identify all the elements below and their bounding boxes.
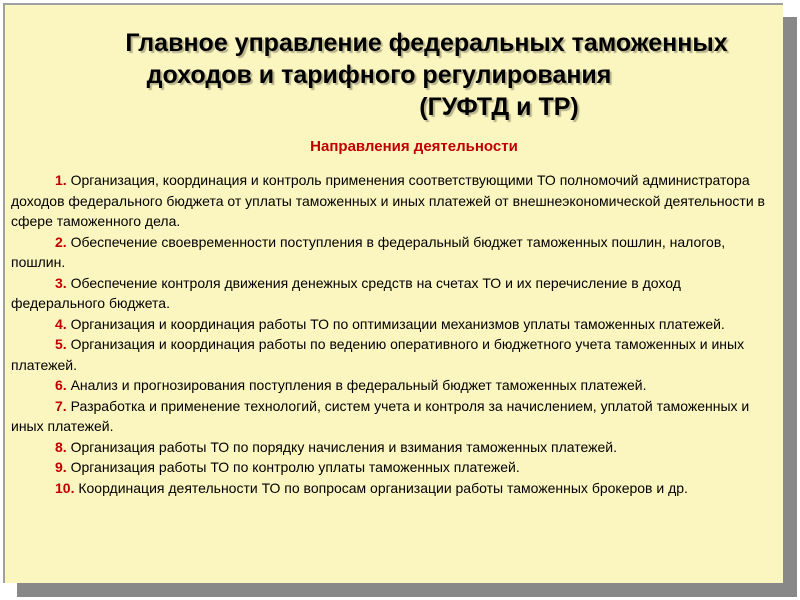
list-item [11,478,777,499]
item-number: 4. [55,315,67,332]
list-item [11,437,777,458]
item-text: Разработка и применение технологий, систем учета и контроля за начислением, уплатой таможенных и иных платежей. [11,397,750,434]
item-number: 10. [55,479,75,496]
list-item [11,273,777,314]
item-text: Обеспечение своевременности поступления в федеральный бюджет таможенных пошлин, налогов, пошлин. [11,233,726,270]
page-title [5,27,783,123]
item-text: Обеспечение контроля движения денежных средств на счетах ТО и их перечисление в доход федерального бюджета. [11,274,681,311]
item-text: Организация работы ТО по порядку начисления и взимания таможенных платежей. [66,438,618,455]
title-line-2: доходов и тарифного регулирования [146,61,612,89]
list-item [11,375,777,396]
item-number: 7. [55,397,67,414]
slide [3,3,783,583]
item-number: 1. [55,172,67,188]
item-text: Координация деятельности ТО по вопросам организации работы таможенных брокеров и др. [74,479,688,496]
title-line-1: Главное управление федеральных таможенных [125,29,728,57]
list-item [11,457,777,478]
list-item [11,170,777,232]
list-item [11,334,777,375]
item-text: Анализ и прогнозирования поступления в федеральный бюджет таможенных платежей. [66,377,647,393]
section-heading: Направления деятельности [310,138,518,155]
item-number: 6. [55,377,67,393]
item-text: Организация и координация работы по ведению оперативного и бюджетного учета таможенных и иных платежей. [11,336,745,373]
item-number: 5. [55,336,67,352]
item-number: 3. [55,274,67,291]
item-number: 2. [55,233,67,250]
item-text: Организация и координация работы ТО по оптимизации механизмов уплаты таможенных платежей. [66,315,725,332]
activity-list [11,170,777,498]
list-item [11,232,777,273]
list-item [11,396,777,437]
item-text: Организация, координация и контроль применения соответствующими ТО полномочий администратора доходов федерального бюджета от уплаты таможенных и иных платежей от внешнеэкономической деятельности в сфере таможенного дела. [11,172,765,229]
item-number: 9. [55,459,67,475]
list-item [11,314,777,335]
title-line-3: (ГУФТД и ТР) [419,93,579,121]
item-number: 8. [55,438,67,455]
item-text: Организация работы ТО по контролю уплаты таможенных платежей. [66,459,520,475]
